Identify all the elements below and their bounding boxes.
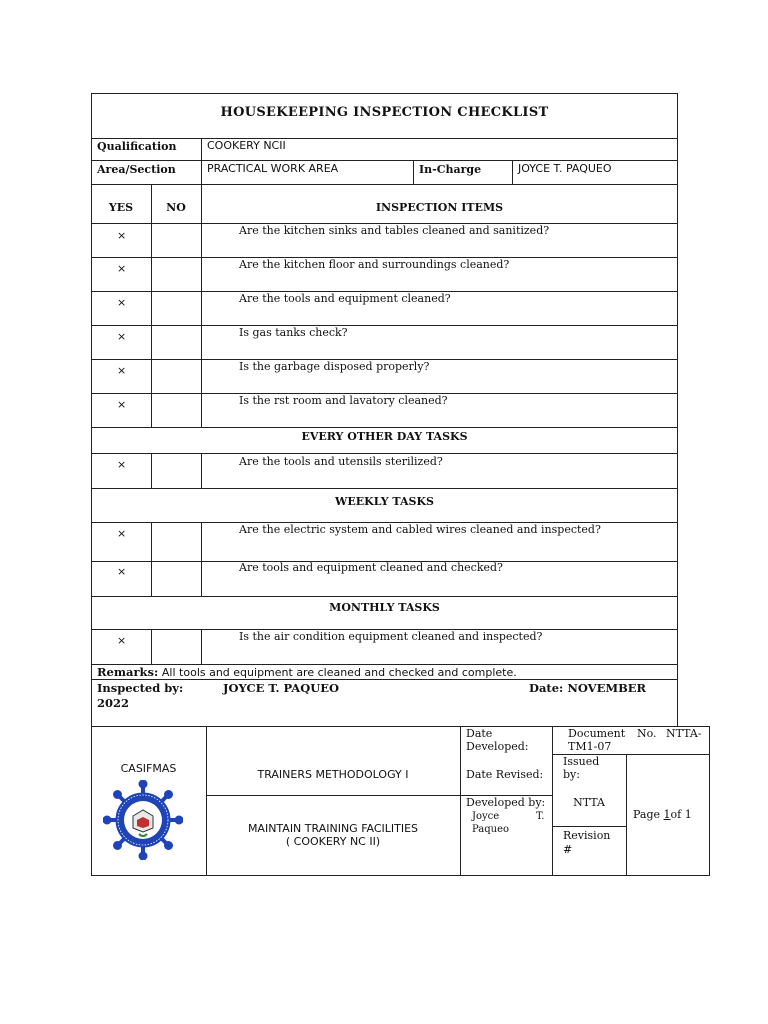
yes-check-mark: × bbox=[117, 398, 127, 411]
inspection-item-text: Is gas tanks check? bbox=[239, 326, 348, 339]
yes-check-mark: × bbox=[117, 565, 127, 578]
org-logo bbox=[103, 780, 183, 860]
monthly-heading: MONTHLY TASKS bbox=[329, 601, 440, 614]
weekly-heading: WEEKLY TASKS bbox=[335, 495, 434, 508]
yes-check-mark: × bbox=[117, 634, 127, 647]
date-developed-label-1: Date bbox=[466, 727, 493, 740]
date-label: Date: bbox=[529, 681, 564, 695]
yes-check-mark: × bbox=[117, 330, 127, 343]
yes-check-mark: × bbox=[117, 296, 127, 309]
inspection-item-text: Are the tools and utensils sterilized? bbox=[239, 455, 443, 468]
developer-last: Paqueo bbox=[472, 824, 510, 835]
remarks-text: All tools and equipment are cleaned and checked and complete. bbox=[161, 666, 517, 679]
inspection-date bbox=[529, 682, 646, 695]
yes-check-mark: × bbox=[117, 262, 127, 275]
module-subtitle: ( COOKERY NC II) bbox=[285, 835, 381, 848]
org-name: CASIFMAS bbox=[120, 762, 177, 775]
issuer-value: NTTA bbox=[573, 796, 605, 809]
revision-label-1: Revision bbox=[563, 829, 611, 842]
column-inspection-items: INSPECTION ITEMS bbox=[375, 201, 504, 214]
every-other-day-heading: EVERY OTHER DAY TASKS bbox=[301, 430, 468, 443]
document-number-2: TM1-07 bbox=[568, 740, 612, 753]
page-label: Page bbox=[633, 808, 661, 821]
module-title: MAINTAIN TRAINING FACILITIES bbox=[247, 822, 419, 835]
incharge-label: In-Charge bbox=[419, 163, 482, 176]
qualification-label: Qualification bbox=[97, 140, 177, 153]
yes-check-mark: × bbox=[117, 458, 127, 471]
incharge-value: JOYCE T. PAQUEO bbox=[518, 162, 612, 175]
area-label: Area/Section bbox=[97, 163, 176, 176]
column-no: NO bbox=[166, 201, 186, 214]
area-value: PRACTICAL WORK AREA bbox=[207, 162, 339, 175]
yes-check-mark: × bbox=[117, 364, 127, 377]
inspection-item-text: Is the air condition equipment cleaned and inspected? bbox=[239, 630, 543, 643]
date-developed-label-2: Developed: bbox=[466, 740, 529, 753]
issued-label-1: Issued bbox=[563, 755, 600, 768]
inspection-year: 2022 bbox=[97, 696, 130, 710]
document-label: Document bbox=[568, 727, 626, 740]
date-revised-label: Date Revised: bbox=[466, 768, 544, 781]
page-number: 1 bbox=[663, 808, 671, 821]
inspector-name: JOYCE T. PAQUEO bbox=[223, 681, 340, 695]
yes-check-mark: × bbox=[117, 527, 127, 540]
document-no-label: No. bbox=[637, 727, 657, 740]
inspection-item-text: Are the kitchen sinks and tables cleaned and sanitized? bbox=[239, 224, 550, 237]
document-number-1: NTTA- bbox=[666, 727, 702, 740]
inspection-item-text: Is the rst room and lavatory cleaned? bbox=[239, 394, 448, 407]
column-yes: YES bbox=[108, 201, 134, 214]
inspection-item-text: Are the kitchen floor and surroundings cleaned? bbox=[239, 258, 510, 271]
date-value: NOVEMBER bbox=[567, 681, 647, 695]
revision-label-2: # bbox=[563, 843, 573, 856]
inspection-item-text: Are the electric system and cabled wires cleaned and inspected? bbox=[239, 523, 601, 536]
remarks-label: Remarks: bbox=[97, 665, 159, 679]
inspected-by-label: Inspected by: bbox=[97, 681, 184, 695]
inspection-item-text: Are tools and equipment cleaned and checked? bbox=[239, 561, 503, 574]
page-total: of 1 bbox=[670, 808, 692, 821]
yes-check-mark: × bbox=[117, 229, 127, 242]
inspection-item-text: Is the garbage disposed properly? bbox=[239, 360, 430, 373]
inspection-item-text: Are the tools and equipment cleaned? bbox=[239, 292, 451, 305]
course-title: TRAINERS METHODOLOGY I bbox=[257, 768, 409, 781]
qualification-value: COOKERY NCII bbox=[207, 139, 286, 152]
remarks bbox=[97, 666, 517, 679]
developer-initial: T. bbox=[536, 811, 545, 822]
page-title: HOUSEKEEPING INSPECTION CHECKLIST bbox=[220, 105, 549, 120]
developer-first: Joyce bbox=[472, 811, 500, 822]
page-indicator bbox=[633, 808, 692, 821]
developed-by-label: Developed by: bbox=[466, 796, 546, 809]
issued-label-2: by: bbox=[563, 768, 580, 781]
